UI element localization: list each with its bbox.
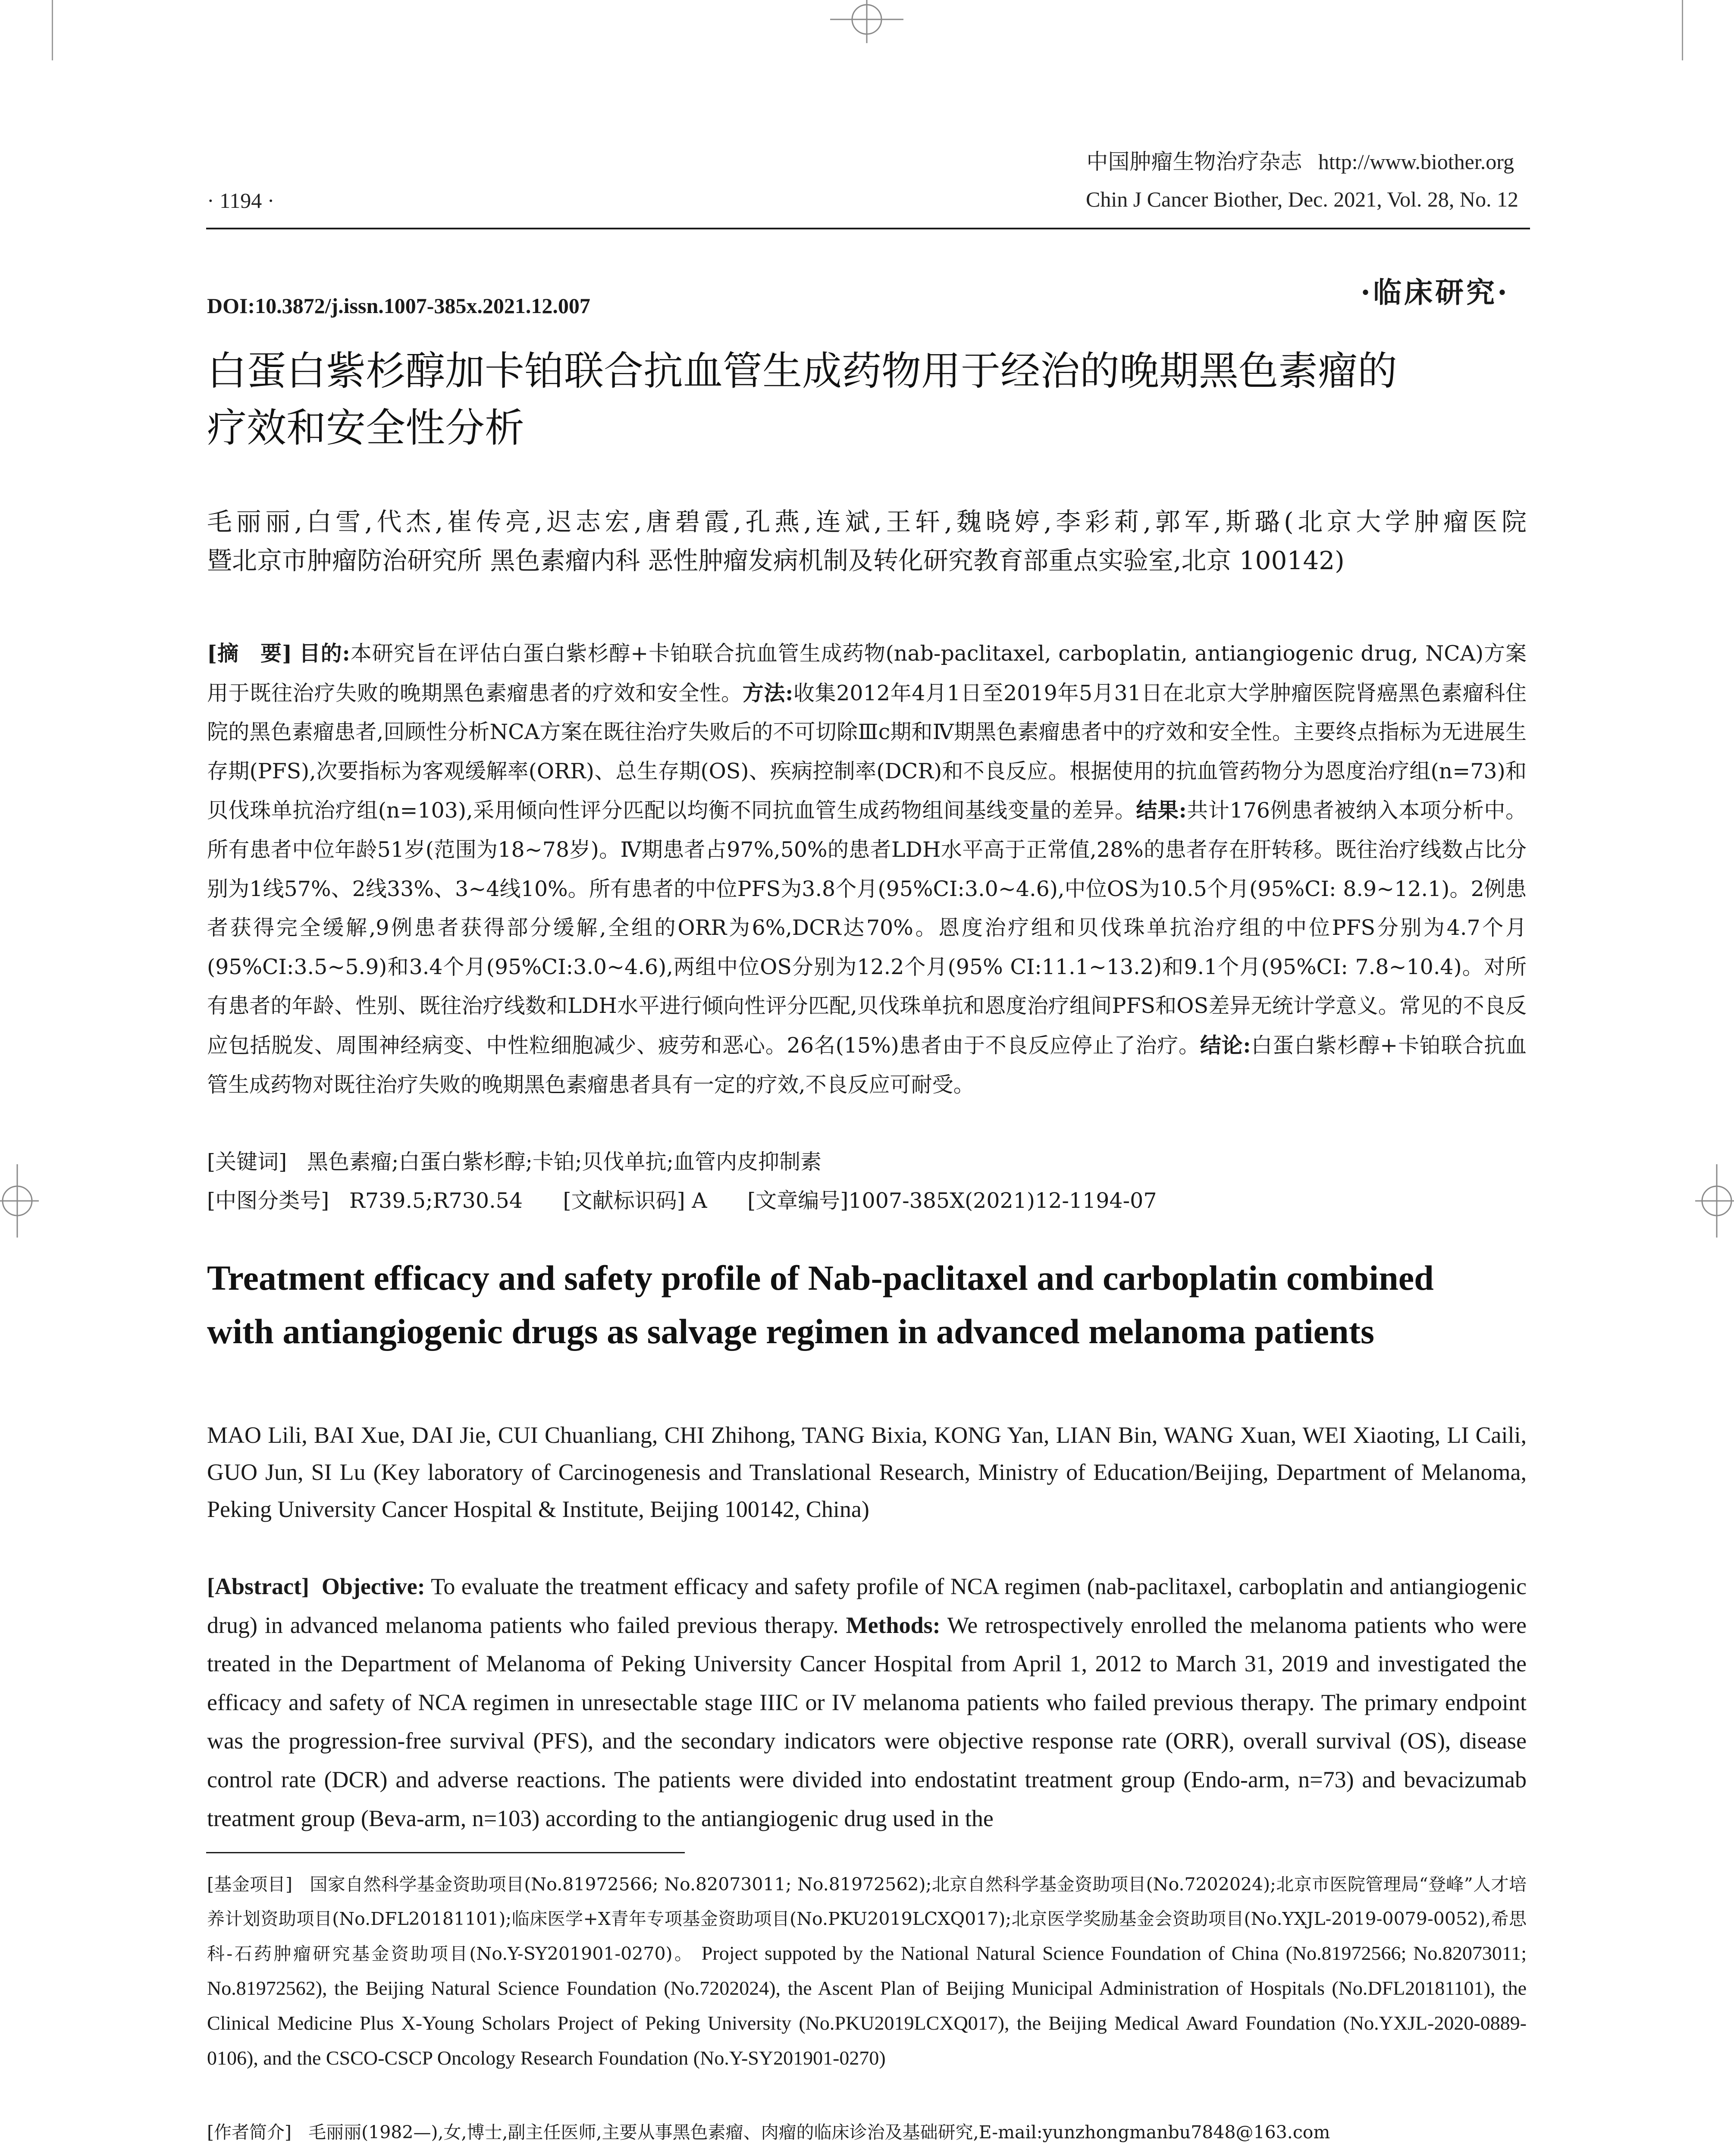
footnote-rule bbox=[206, 1852, 685, 1853]
page-number: · 1194 · bbox=[207, 188, 275, 213]
en-title bbox=[207, 1251, 1544, 1358]
fund-label: [基金项目] bbox=[207, 1874, 293, 1895]
methods-label: 方法: bbox=[742, 680, 793, 705]
objective-label-en: Objective: bbox=[321, 1573, 425, 1599]
section-label: ·临床研究· bbox=[1361, 276, 1510, 309]
objective-label: 目的: bbox=[299, 641, 350, 666]
abstract-label: [摘 要] bbox=[207, 641, 292, 666]
en-abstract bbox=[207, 1567, 1527, 1838]
corresponding-footnote bbox=[207, 2152, 1527, 2156]
cn-title bbox=[207, 343, 1552, 457]
crop-mark bbox=[52, 0, 53, 60]
cn-authors bbox=[207, 502, 1527, 580]
keywords-label: [关键词] bbox=[207, 1150, 287, 1174]
conclusion-label: 结论: bbox=[1200, 1032, 1251, 1058]
cn-authors-line: 暨北京市肿瘤防治研究所 黑色素瘤内科 恶性肿瘤发病机制及转化研究教育部重点实验室,北京 100142) bbox=[207, 546, 1345, 575]
crop-mark bbox=[1682, 0, 1683, 60]
keywords: 黑色素瘤;白蛋白紫杉醇;卡铂;贝伐单抗;血管内皮抑制素 bbox=[307, 1150, 822, 1174]
methods-text-en: We retrospectively enrolled the melanoma patients who were treated in the Department of Melanoma of Peking University Cancer Hospital from April 1, 2012 to March 31, 2019 and investigated the efficacy and safety of NCA regimen in unresectable stage IIIC or IV melanoma patients who failed previous therapy. The primary endpoint was the progression-free survival (PFS), and the secondary indicators were objective response rate (ORR), overall survival (OS), disease control rate (DCR) and adverse reactions. The patients were divided into endostatint treatment group (Endo-arm, n=73) and bevacizumab treatment group (Beva-arm, n=103) according to the antiangiogenic drug used in the bbox=[207, 1612, 1527, 1831]
author-footnote bbox=[207, 2115, 1527, 2150]
cn-abstract bbox=[207, 634, 1527, 1104]
methods-label-en: Methods: bbox=[846, 1612, 941, 1638]
article-no: 1007-385X(2021)12-1194-07 bbox=[848, 1188, 1157, 1213]
author-bio-label: [作者简介] bbox=[207, 2122, 292, 2143]
en-title-line: with antiangiogenic drugs as salvage regimen in advanced melanoma patients bbox=[207, 1312, 1374, 1351]
registration-mark-icon bbox=[1695, 1164, 1734, 1238]
funding-footnote bbox=[207, 1867, 1527, 2076]
classification-line bbox=[207, 1181, 1157, 1220]
registration-mark-icon bbox=[830, 0, 903, 43]
objective-text: 本研究旨在评估白蛋白紫杉醇+卡铂联合抗血管生成药物(nab-paclitaxel, carboplatin, antiangiogenic drug, NCA)方案用于既往治疗失败的晚期黑色素瘤患者的疗效和安全性。 bbox=[207, 641, 1527, 705]
cn-authors-line: 毛丽丽,白雪,代杰,崔传亮,迟志宏,唐碧霞,孔燕,连斌,王轩,魏晓婷,李彩莉,郭军,斯璐(北京大学肿瘤医院 bbox=[207, 507, 1527, 536]
article-no-label: [文章编号] bbox=[747, 1188, 849, 1213]
keywords-line bbox=[207, 1143, 822, 1181]
journal-header-en: Chin J Cancer Biother, Dec. 2021, Vol. 28, No. 12 bbox=[1085, 187, 1518, 211]
doccode-label: [文献标识码] bbox=[563, 1188, 685, 1213]
abstract-label-en: [Abstract] bbox=[207, 1573, 309, 1599]
objective-text-en: To evaluate the treatment efficacy and safety profile of NCA regimen (nab-paclitaxel, carboplatin and antiangiogenic drug) in advanced melanoma patients who failed previous therapy. bbox=[207, 1573, 1527, 1638]
results-text: 共计176例患者被纳入本项分析中。所有患者中位年龄51岁(范围为18~78岁)。Ⅳ期患者占97%,50%的患者LDH水平高于正常值,28%的患者存在肝转移。既往治疗线数占比分别为1线57%、2线33%、3~4线10%。所有患者的中位PFS为3.8个月(95%CI:3.0~4.6),中位OS为10.5个月(95%CI: 8.9~12.1)。2例患者获得完全缓解,9例患者获得部分缓解,全组的ORR为6%,DCR达70%。恩度治疗组和贝伐珠单抗治疗组的中位PFS分别为4.7个月(95%CI:3.5~5.9)和3.4个月(95%CI:3.0~4.6),两组中位OS分别为12.2个月(95% CI:11.1~13.2)和9.1个月(95%CI: 7.8~10.4)。对所有患者的年龄、性别、既往治疗线数和LDH水平进行倾向性评分匹配,贝伐珠单抗和恩度治疗组间PFS和OS差异无统计学意义。常见的不良反应包括脱发、周围神经病变、中性粒细胞减少、疲劳和恶心。26名(15%)患者由于不良反应停止了治疗。 bbox=[207, 798, 1527, 1058]
fund-en: Project suppoted by the National Natural Science Foundation of China (No.81972566; No.82073011; No.81972562), the Beijing Natural Science Foundation (No.7202024), the Ascent Plan of Beijing Municipal Administration of Hospitals (No.DFL20181101), the Clinical Medicine Plus X-Young Scholars Project of Peking University (No.PKU2019LCXQ017), the Beijing Medical Award Foundation (No.YXJL-2020-0889-0106), and the CSCO-CSCP Oncology Research Foundation (No.Y-SY201901-0270) bbox=[207, 1942, 1527, 2069]
doi[interactable]: DOI:10.3872/j.issn.1007-385x.2021.12.007 bbox=[207, 294, 590, 318]
fund-cn: 国家自然科学基金资助项目(No.81972566; No.82073011; No.81972562);北京自然科学基金资助项目(No.7202024);北京市医院管理局“登峰”人才培养计划资助项目(No.DFL20181101);临床医学+X青年专项基金资助项目(No.PKU2019LCXQ017);北京医学奖励基金会资助项目(No.YXJL-2019-0079-0052),希思科-石药肿瘤研究基金资助项目(No.Y-SY201901-0270)。 bbox=[207, 1874, 1527, 1964]
clc-number: R739.5;R730.54 bbox=[349, 1188, 523, 1213]
journal-name-cn: 中国肿瘤生物治疗杂志 bbox=[1086, 150, 1302, 174]
author-bio: 毛丽丽(1982—),女,博士,副主任医师,主要从事黑色素瘤、肉瘤的临床诊治及基础研究,E-mail:yunzhongmanbu7848@163.com bbox=[308, 2122, 1330, 2143]
en-title-line: Treatment efficacy and safety profile of Nab-paclitaxel and carboplatin combined bbox=[207, 1258, 1434, 1297]
results-label: 结果: bbox=[1136, 798, 1187, 823]
conclusion-text: 白蛋白紫杉醇+卡铂联合抗血管生成药物对既往治疗失败的晚期黑色素瘤患者具有一定的疗效,不良反应可耐受。 bbox=[207, 1033, 1527, 1097]
registration-mark-icon bbox=[0, 1164, 39, 1238]
en-authors: MAO Lili, BAI Xue, DAI Jie, CUI Chuanliang, CHI Zhihong, TANG Bixia, KONG Yan, LIAN Bin, WANG Xuan, WEI Xiaoting, LI Caili, GUO Jun, SI Lu (Key laboratory of Carcinogenesis and Translational Research, Ministry of Education/Beijing, Department of Melanoma, Peking University Cancer Hospital & Institute, Beijing 100142, China) bbox=[207, 1422, 1527, 1522]
cn-title-line: 白蛋白紫杉醇加卡铂联合抗血管生成药物用于经治的晚期黑色素瘤的 bbox=[207, 348, 1398, 394]
journal-header-cn bbox=[1086, 149, 1514, 175]
header-rule bbox=[206, 228, 1530, 229]
methods-text: 收集2012年4月1日至2019年5月31日在北京大学肿瘤医院肾癌黑色素瘤科住院的黑色素瘤患者,回顾性分析NCA方案在既往治疗失败后的不可切除Ⅲc期和Ⅳ期黑色素瘤患者中的疗效和安全性。主要终点指标为无进展生存期(PFS),次要指标为客观缓解率(ORR)、总生存期(OS)、疾病控制率(DCR)和不良反应。根据使用的抗血管药物分为恩度治疗组(n=73)和贝伐珠单抗治疗组(n=103),采用倾向性评分匹配以均衡不同抗血管生成药物组间基线变量的差异。 bbox=[207, 680, 1527, 823]
journal-url[interactable]: http://www.biother.org bbox=[1318, 150, 1514, 174]
clc-label: [中图分类号] bbox=[207, 1188, 329, 1213]
doccode: A bbox=[692, 1188, 707, 1213]
cn-title-line: 疗效和安全性分析 bbox=[207, 405, 525, 451]
